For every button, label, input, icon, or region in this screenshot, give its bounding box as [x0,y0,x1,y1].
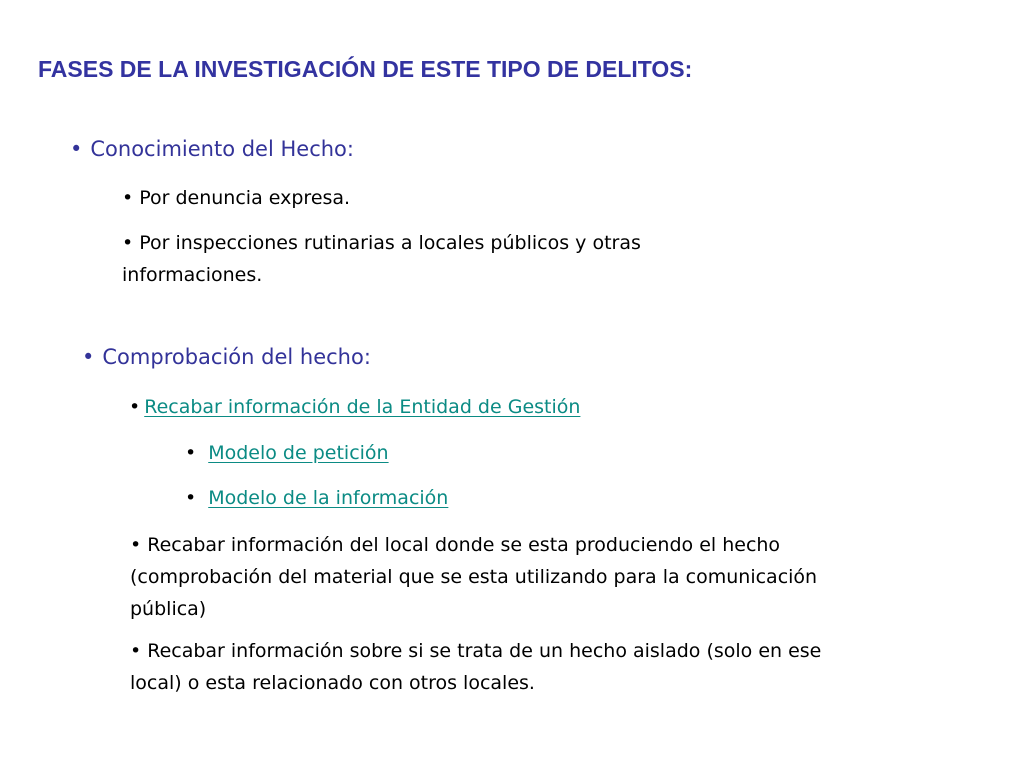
list-item-text: Por denuncia expresa. [139,187,351,209]
list-item-text: Recabar información del local donde se esta produciendo el hecho (comprobación del material que se esta utilizando para la comunicación pública) [130,534,818,620]
modelo-peticion-link[interactable]: Modelo de petición [208,442,389,464]
bullet-icon: • [185,487,197,509]
link-item [185,437,389,469]
list-item [122,182,802,214]
link-item [185,482,448,514]
section-heading-comprobacion [82,345,371,369]
entidad-gestion-link[interactable]: Recabar información de la Entidad de Gestión [144,396,581,418]
link-item [129,391,580,423]
list-item-text: Recabar información sobre si se trata de un hecho aislado (solo en ese local) o esta relacionado con otros locales. [130,640,822,694]
bullet-icon: • [82,345,95,369]
bullet-icon: • [130,534,142,556]
bullet-icon: • [70,137,83,161]
bullet-icon: • [185,442,197,464]
section-heading-label: Comprobación del hecho: [102,345,371,369]
list-item [130,635,870,699]
list-item [122,227,782,291]
section-heading-conocimiento [70,137,354,161]
bullet-icon: • [129,396,141,418]
list-item [130,529,870,625]
bullet-icon: • [130,640,142,662]
modelo-informacion-link[interactable]: Modelo de la información [208,487,449,509]
bullet-icon: • [122,232,134,254]
section-heading-label: Conocimiento del Hecho: [90,137,354,161]
list-item-text: Por inspecciones rutinarias a locales públicos y otras informaciones. [122,232,641,286]
slide-title: FASES DE LA INVESTIGACIÓN DE ESTE TIPO DE DELITOS: [38,56,693,82]
bullet-icon: • [122,187,134,209]
